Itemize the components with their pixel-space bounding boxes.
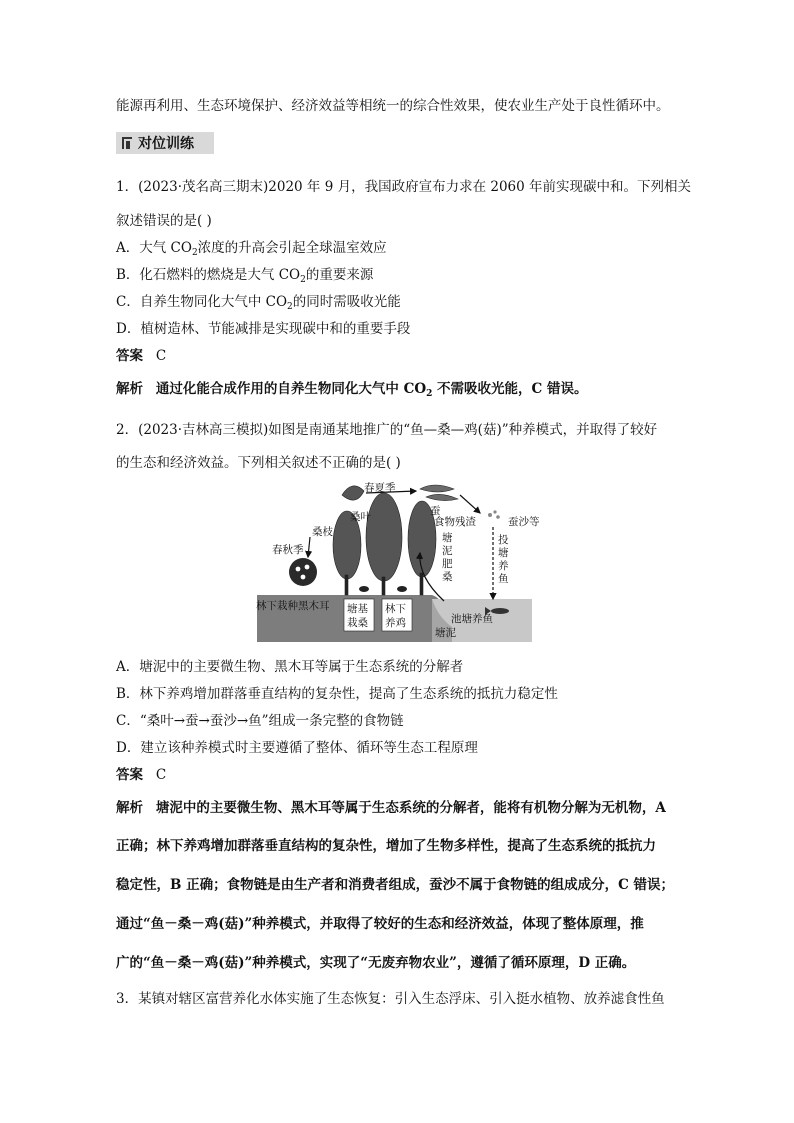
q2-stem-line1: 2．(2023·吉林高三模拟)如图是南通某地推广的“鱼—桑—鸡(菇)”种养模式，并取得了较好 xyxy=(116,422,658,438)
q2-analysis-line2: 正确；林下养鸡增加群落垂直结构的复杂性，增加了生物多样性，提高了生态系统的抵抗力 xyxy=(116,838,656,854)
section-header xyxy=(116,132,214,154)
svg-text:塘基: 塘基 xyxy=(347,603,368,615)
svg-text:养鸡: 养鸡 xyxy=(385,617,406,629)
label-fungus: 林下栽种黑木耳 xyxy=(256,600,330,612)
svg-text:泥: 泥 xyxy=(442,545,453,557)
q1-answer: 答案 C xyxy=(116,348,167,364)
label-food-residue: 食物残渣 xyxy=(434,516,476,528)
arrow-branch-to-fungus xyxy=(308,537,310,557)
q1-stem-line1: 1．(2023·茂名高三期末)2020 年 9 月，我国政府宣布力求在 2060 年前实现碳中和。下列相关 xyxy=(116,179,692,195)
svg-text:投: 投 xyxy=(498,534,509,546)
silkworm-sand-icon xyxy=(488,510,500,518)
label-spring-autumn: 春秋季 xyxy=(272,544,304,556)
q3-stem-line1: 3．某镇对辖区富营养化水体实施了生态恢复：引入生态浮床、引入挺水植物、放养滤食性鱼 xyxy=(116,991,665,1007)
q2-stem-line2: 的生态和经济效益。下列相关叙述不正确的是( ) xyxy=(116,455,401,471)
label-pond-mud: 塘泥 xyxy=(435,627,456,639)
q1-option-a: A．大气 $CO_2$浓度的升高会引起全球温室效应 xyxy=(116,240,387,258)
q2-option-c: C．“桑叶→蚕→蚕沙→鱼”组成一条完整的食物链 xyxy=(116,713,404,729)
label-pond-mud-fertilize xyxy=(442,531,453,583)
label-chicken-box xyxy=(382,599,412,631)
q2-option-a: A．塘泥中的主要微生物、黑木耳等属于生态系统的分解者 xyxy=(116,659,464,675)
svg-text:养: 养 xyxy=(498,560,509,572)
intro-text: 能源再利用、生态环境保护、经济效益等相统一的综合性效果，使农业生产处于良性循环中。 xyxy=(116,98,670,114)
label-fish-pond: 池塘养鱼 xyxy=(451,613,493,625)
label-silkworm-sand: 蚕沙等 xyxy=(508,516,540,528)
section-title: 对位训练 xyxy=(138,136,194,152)
silkworm-icon xyxy=(420,485,454,492)
label-to-pond-fish xyxy=(498,533,509,585)
label-mulberry-leaf: 桑叶 xyxy=(350,511,371,523)
section-bar-icon xyxy=(122,137,132,149)
label-spring-summer: 春夏季 xyxy=(364,482,396,494)
q2-analysis-line3: 稳定性，B 正确；食物链是由生产者和消费者组成，蚕沙不属于食物链的组成成分，C 错误； xyxy=(116,877,675,893)
svg-text:林下: 林下 xyxy=(385,603,406,615)
label-mulberry-branch: 桑枝 xyxy=(312,526,333,538)
q2-analysis-line5: 广的“鱼－桑－鸡(菇)”种养模式，实现了“无废弃物农业”，遵循了循环原理，D 正确。 xyxy=(116,955,636,971)
label-silkworm: 蚕 xyxy=(430,505,441,517)
svg-text:鱼: 鱼 xyxy=(498,573,509,585)
mulberry-trees-icon xyxy=(333,493,436,595)
q1-option-d: D．植树造林、节能减排是实现碳中和的重要手段 xyxy=(116,321,411,337)
eco-farming-diagram xyxy=(252,477,552,647)
arrow-silkworm-to-sand xyxy=(460,495,480,513)
svg-text:塘: 塘 xyxy=(498,547,509,559)
svg-text:肥: 肥 xyxy=(442,558,453,570)
q1-stem-line2: 叙述错误的是( ) xyxy=(116,213,212,229)
mulberry-leaf-icon xyxy=(342,486,364,500)
q2-option-b: B．林下养鸡增加群落垂直结构的复杂性，提高了生态系统的抵抗力稳定性 xyxy=(116,686,558,702)
q2-option-d: D．建立该种养模式时主要遵循了整体、循环等生态工程原理 xyxy=(116,740,478,756)
q1-option-c: C．自养生物同化大气中 $CO_2$的同时需吸收光能 xyxy=(116,294,401,312)
q2-analysis-line1: 解析 塘泥中的主要微生物、黑木耳等属于生态系统的分解者，能将有机物分解为无机物，A xyxy=(116,800,666,816)
q1-analysis: 解析 通过化能合成作用的自养生物同化大气中 $CO_2$ 不需吸收光能，C 错误。 xyxy=(116,381,588,399)
black-fungus-icon xyxy=(289,558,317,586)
q2-answer: 答案 C xyxy=(116,767,167,783)
q2-analysis-line4: 通过“鱼－桑－鸡(菇)”种养模式，并取得了较好的生态和经济效益，体现了整体原理，推 xyxy=(116,916,644,932)
svg-text:塘: 塘 xyxy=(442,532,453,544)
fish-icon xyxy=(491,608,509,614)
q1-option-b: B．化石燃料的燃烧是大气 $CO_2$的重要来源 xyxy=(116,267,374,285)
label-pond-base-box xyxy=(344,599,374,631)
svg-text:桑: 桑 xyxy=(442,571,453,583)
svg-text:栽桑: 栽桑 xyxy=(347,617,368,629)
